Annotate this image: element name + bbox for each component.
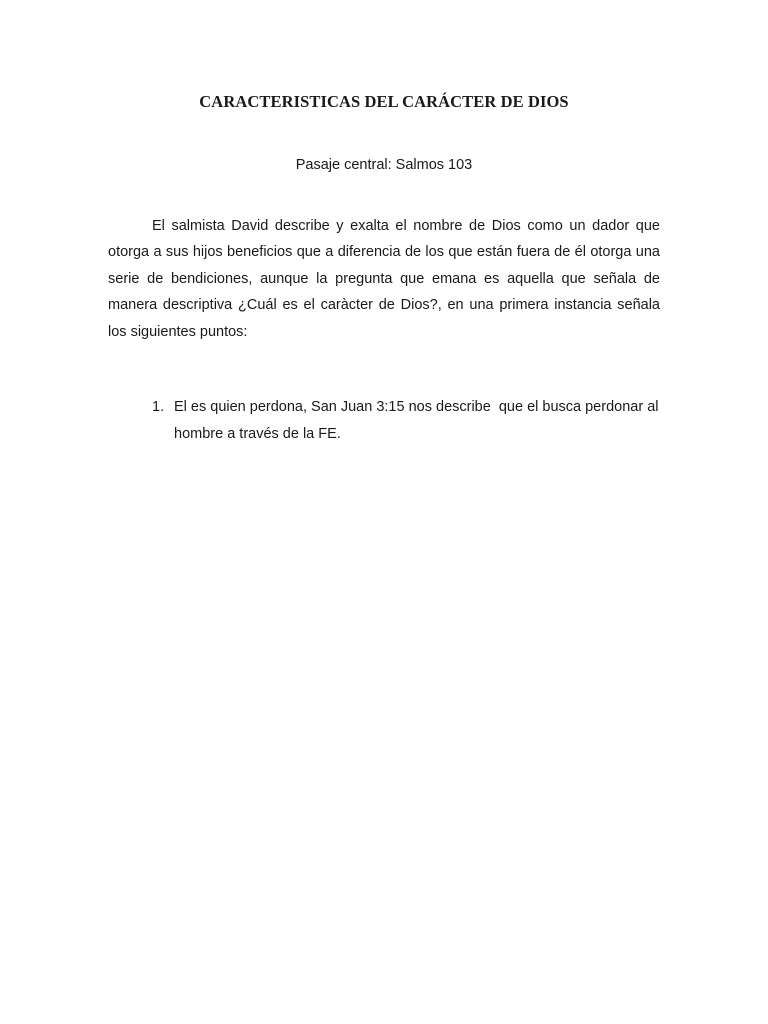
document-title: CARACTERISTICAS DEL CARÁCTER DE DIOS — [199, 92, 569, 111]
list-item — [152, 394, 663, 448]
body-paragraph: El salmista David describe y exalta el nombre de Dios como un dador que otorga a sus hijos beneficios que a diferencia de los que están fuera de él otorga una serie de bendiciones, aunque la pregunta que emana es aquella que señala de manera descriptiva ¿Cuál es el caràcter de Dios?, en una primera instancia señala los siguientes puntos: — [108, 218, 660, 340]
document-subtitle: Pasaje central: Salmos 103 — [295, 157, 473, 173]
list-item-number: 1. — [152, 399, 165, 415]
list-item-text: El es quien perdona, San Juan 3:15 nos describe que el busca perdonar al hombre a través de la FE. — [174, 399, 663, 442]
